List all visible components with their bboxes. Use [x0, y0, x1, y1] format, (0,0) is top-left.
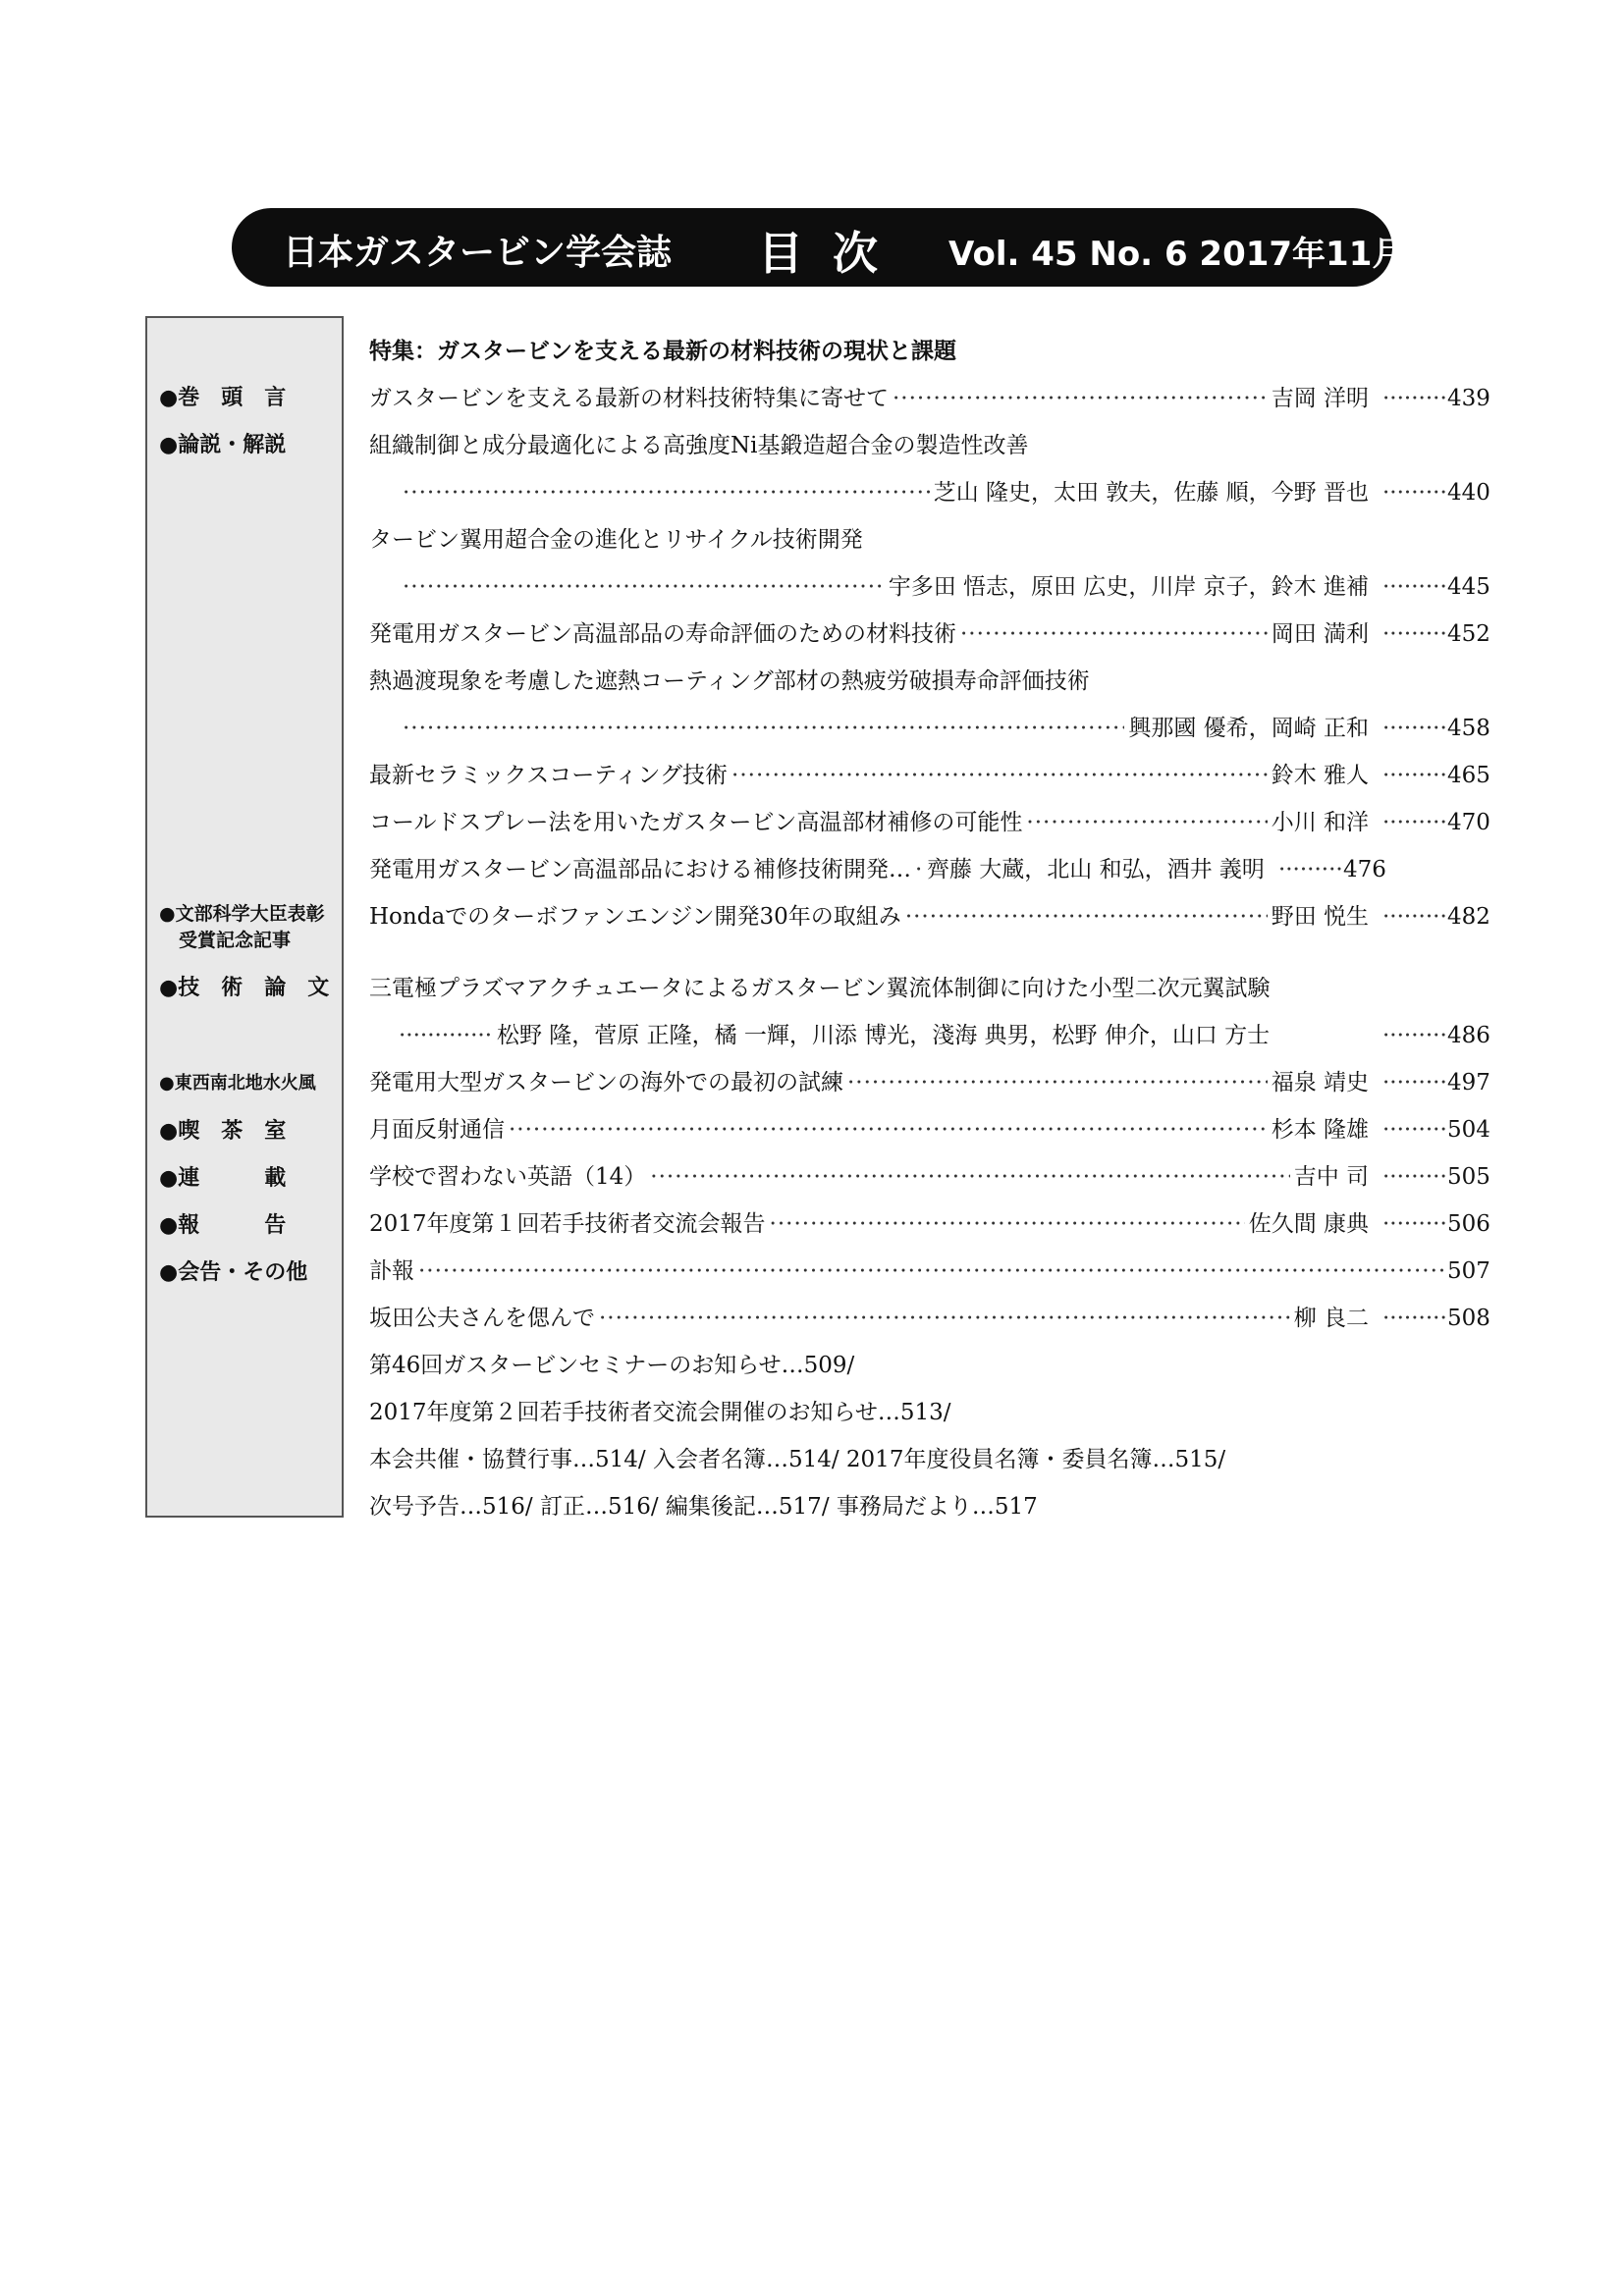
article-title: 訃報	[369, 1258, 414, 1284]
article-title: ガスタービンを支える最新の材料技術特集に寄せて	[369, 386, 889, 411]
leader-dots	[770, 1206, 1245, 1242]
leader-dots	[1382, 1112, 1447, 1148]
leader-dots	[599, 1301, 1290, 1336]
article-title: 発電用ガスタービン高温部品の寿命評価のための材料技術	[369, 621, 956, 647]
category-label: ●東西南北地水火風	[159, 1073, 316, 1094]
page-number: 506	[1447, 1211, 1490, 1237]
article-author: 福泉 靖史	[1271, 1070, 1369, 1095]
leader-dots	[403, 475, 930, 510]
article-author: 柳 良二	[1293, 1306, 1369, 1331]
page-number: 476	[1342, 857, 1386, 882]
leader-dots	[1278, 852, 1343, 887]
page-number: 445	[1447, 574, 1490, 600]
article-title: 熱過渡現象を考慮した遮熱コーティング部材の熱疲労破損寿命評価技術	[369, 668, 1090, 694]
leader-dots	[403, 569, 885, 605]
leader-dots	[893, 381, 1268, 416]
toc-entry	[369, 1206, 1489, 1242]
toc-entry	[369, 475, 1489, 510]
leader-dots	[1382, 1301, 1447, 1336]
page-number: 440	[1447, 480, 1490, 506]
leader-dots	[905, 899, 1268, 934]
toc-entry	[369, 758, 1489, 793]
article-title: 組織制御と成分最適化による高強度Ni基鍛造超合金の製造性改善	[369, 433, 1029, 458]
category-label: ●連 載	[159, 1166, 287, 1191]
volume-info: Vol. 45 No. 6 2017年11月	[948, 235, 1406, 274]
toc-entry	[369, 852, 1489, 887]
article-author: 吉中 司	[1293, 1164, 1369, 1190]
category-label-line2: 受賞記念記事	[179, 930, 292, 951]
leader-dots	[847, 1065, 1268, 1100]
category-label: ●会告・その他	[159, 1260, 308, 1285]
category-label: ●報 告	[159, 1213, 287, 1238]
leader-dots	[1382, 711, 1447, 746]
article-author: 鈴木 雅人	[1271, 763, 1369, 788]
article-author: 佐久間 康典	[1248, 1211, 1369, 1237]
leader-dots	[1382, 1065, 1447, 1100]
leader-dots	[418, 1254, 1443, 1289]
page-number: 486	[1447, 1023, 1490, 1048]
page-number: 452	[1447, 621, 1490, 647]
notice-line: 2017年度第２回若手技術者交流会開催のお知らせ…513/	[369, 1400, 951, 1425]
article-title: 坂田公夫さんを偲んで	[369, 1306, 595, 1331]
category-label: ●論説・解説	[159, 433, 287, 457]
toc-entry	[369, 1301, 1489, 1336]
article-title: コールドスプレー法を用いたガスタービン高温部材補修の可能性	[369, 810, 1023, 835]
leader-dots	[650, 1159, 1289, 1195]
page-number: 497	[1447, 1070, 1490, 1095]
notice-line: 本会共催・協賛行事…514/ 入会者名簿…514/ 2017年度役員名簿・委員名簿…515/	[369, 1447, 1226, 1472]
toc-entry	[369, 616, 1489, 652]
toc-entry	[369, 381, 1489, 416]
notice-line: 第46回ガスタービンセミナーのお知らせ…509/	[369, 1353, 855, 1378]
toc-entry	[369, 1065, 1489, 1100]
leader-dots	[1382, 475, 1447, 510]
article-title: Hondaでのターボファンエンジン開発30年の取組み	[369, 904, 901, 930]
toc-entry	[369, 1112, 1489, 1148]
page-number: 470	[1447, 810, 1490, 835]
article-author: 芝山 隆史，太田 敦夫，佐藤 順，今野 晋也	[933, 480, 1369, 506]
notice-line: 次号予告…516/ 訂正…516/ 編集後記…517/ 事務局だより…517	[369, 1494, 1038, 1520]
leader-dots	[403, 711, 1124, 746]
article-author: 吉岡 洋明	[1271, 386, 1369, 411]
article-title: 発電用ガスタービン高温部品における補修技術開発…	[369, 857, 911, 882]
article-author: 宇多田 悟志，原田 広史，川岸 京子，鈴木 進補	[888, 574, 1369, 600]
category-label: ●文部科学大臣表彰	[159, 903, 325, 925]
leader-dots	[960, 616, 1268, 652]
leader-dots	[1026, 805, 1267, 840]
page-number: 507	[1447, 1258, 1490, 1284]
article-author: 杉本 隆雄	[1271, 1117, 1369, 1143]
leader-dots	[1382, 616, 1447, 652]
leader-dots	[399, 1018, 493, 1053]
article-author: 小川 和洋	[1271, 810, 1369, 835]
page-number: 439	[1447, 386, 1490, 411]
leader-dots	[731, 758, 1268, 793]
journal-title: 日本ガスタービン学会誌	[283, 233, 673, 273]
category-label: ●喫 茶 室	[159, 1119, 287, 1144]
toc-entry	[369, 805, 1489, 840]
leader-dots	[1382, 899, 1447, 934]
article-author: 齊藤 大蔵，北山 和弘，酒井 義明	[927, 857, 1265, 882]
toc-entry	[369, 1159, 1489, 1195]
feature-title: 特集：ガスタービンを支える最新の材料技術の現状と課題	[369, 339, 956, 364]
category-label: ●技 術 論 文	[159, 976, 330, 1000]
leader-dots	[1382, 758, 1447, 793]
leader-dots	[1382, 569, 1447, 605]
leader-spacer	[915, 852, 923, 887]
article-title: 月面反射通信	[369, 1117, 505, 1143]
article-title: 学校で習わない英語（14）	[369, 1164, 647, 1190]
toc-entry	[369, 711, 1489, 746]
page-number: 504	[1447, 1117, 1490, 1143]
leader-dots	[1382, 381, 1447, 416]
article-author: 松野 隆，菅原 正隆，橘 一輝，川添 博光，淺海 典男，松野 伸介，山口 方士	[497, 1023, 1271, 1048]
article-title: 発電用大型ガスタービンの海外での最初の試練	[369, 1070, 843, 1095]
article-title: 最新セラミックスコーティング技術	[369, 763, 729, 788]
toc-entry	[369, 899, 1489, 934]
page-number: 458	[1447, 716, 1490, 741]
category-label: ●巻 頭 言	[159, 386, 287, 410]
toc-header-bar	[232, 208, 1406, 287]
article-author: 興那國 優希，岡崎 正和	[1128, 716, 1369, 741]
page-number: 482	[1447, 904, 1490, 930]
leader-dots	[1382, 1159, 1447, 1195]
toc-heading: 目次	[758, 227, 907, 280]
leader-dots	[1382, 1018, 1447, 1053]
article-title: タービン翼用超合金の進化とリサイクル技術開発	[369, 527, 863, 553]
toc-entry	[369, 1018, 1489, 1053]
article-title: 三電極プラズマアクチュエータによるガスタービン翼流体制御に向けた小型二次元翼試験	[369, 976, 1271, 1001]
article-author: 岡田 満利	[1271, 621, 1369, 647]
toc-entry	[369, 569, 1489, 605]
article-author: 野田 悦生	[1271, 904, 1369, 930]
page-number: 508	[1447, 1306, 1490, 1331]
leader-dots	[1382, 1206, 1447, 1242]
article-title: 2017年度第１回若手技術者交流会報告	[369, 1211, 766, 1237]
page-number: 505	[1447, 1164, 1490, 1190]
toc-entry	[369, 1254, 1489, 1289]
leader-dots	[509, 1112, 1268, 1148]
leader-dots	[1382, 805, 1447, 840]
page-number: 465	[1447, 763, 1490, 788]
